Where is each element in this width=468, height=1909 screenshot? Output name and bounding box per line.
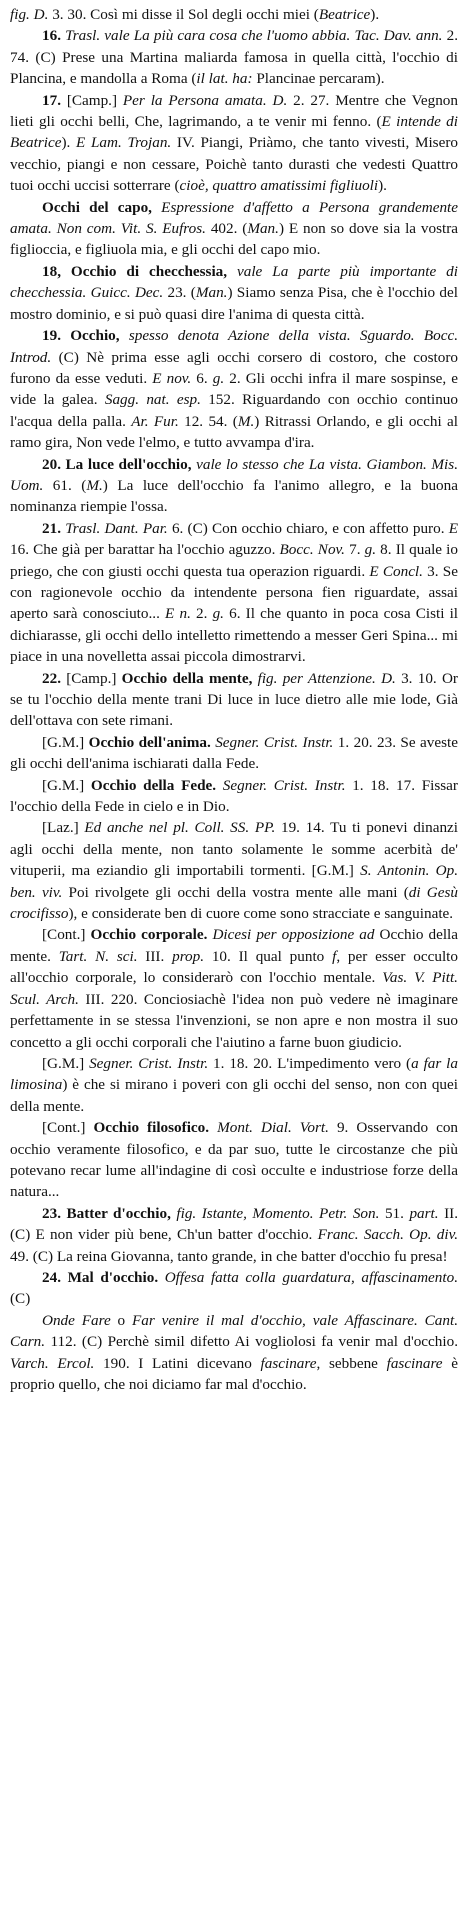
text-segment: ) E non so dove sia la vostra figlioccia, e figliuola mia, e gli occhi del capo mio. <box>10 220 459 259</box>
dictionary-paragraph <box>10 1203 458 1267</box>
text-segment: 49. (C) La reina Giovanna, tanto grande, in che batter d'occhio fu presa! <box>10 1247 448 1265</box>
text-segment: il lat. ha: <box>196 70 253 88</box>
text-segment: 23. ( <box>163 284 196 302</box>
dictionary-paragraph <box>10 90 458 197</box>
text-segment: Tart. N. sci. <box>58 947 138 965</box>
text-segment: Occhio dell'anima. <box>88 733 211 751</box>
text-segment: fig. D. <box>10 6 49 23</box>
dictionary-paragraph <box>10 1310 458 1396</box>
text-segment: Dicesi per opposizione ad <box>207 926 375 944</box>
text-segment: è proprio quello, che noi diciamo far mal d'occhio. <box>10 1354 458 1393</box>
text-segment: E nov. <box>152 369 192 387</box>
text-segment: E <box>448 519 458 537</box>
dictionary-paragraph <box>10 1117 458 1203</box>
text-segment: Offesa fatta colla guardatura, affascinamento. <box>158 1268 458 1286</box>
text-segment: vale lo stesso che La vista. Giambon. Mis. Uom. <box>10 455 458 494</box>
text-segment: g. <box>364 541 377 559</box>
text-segment: spesso denota Azione della vista. Sguardo. Bocc. Introd. <box>10 327 458 366</box>
text-segment: 61. ( <box>43 476 87 494</box>
text-segment: IV. Piangi, Priàmo, che tanto vivesti, Misero vecchio, piangi e non cessare, Poichè tanto durasti che vedesti Quattro tuoi occhi uccisi sotterrare ( <box>10 134 458 195</box>
text-segment: , sebbene <box>316 1354 387 1372</box>
text-segment: g. <box>212 605 224 623</box>
text-segment: vale La parte più importante di checchessia. Guicc. Dec. <box>10 262 458 302</box>
text-segment: cioè, quattro amatissimi figliuoli <box>179 177 379 195</box>
text-segment: Poi rivolgete gli occhi della vostra mente alle mani ( <box>62 883 409 901</box>
text-segment: M. <box>86 476 103 494</box>
text-segment: ). <box>370 6 380 23</box>
text-segment: Occhi del capo, <box>42 198 152 216</box>
text-segment: 2. 27. Mentre che Vegnon lieti gli occhi belli, Che, lagrimando, a te venir mi fenno. ( <box>10 91 458 131</box>
text-segment: 3. Se con ragionevole occhio da intendente persona fien riguardate, assai aperto sarà conosciuto... <box>10 562 458 623</box>
text-segment: (C) Nè prima esse agli occhi corsero di costoro, che costoro furono da esse veduti. <box>10 348 458 387</box>
text-segment: 190. I Latini dicevano <box>94 1354 261 1372</box>
text-segment: 2. 74. (C) Prese una Martina maliarda famosa in quella città, l'occhio di Plancina, e mandolla a Roma ( <box>10 27 458 88</box>
text-segment: Occhio della mente. <box>10 926 459 965</box>
text-segment: Onde Fare <box>42 1311 111 1329</box>
text-segment: 3. 10. Or se tu l'occhio della mente trani Di luce in luce dietro alle mie lode, Già dell'ottava con sete rimani. <box>10 669 458 730</box>
text-segment: 20. La luce dell'occhio, <box>42 455 192 473</box>
text-segment: Per la Persona amata. D. <box>122 91 288 109</box>
text-segment: ) Ritrassi Orlando, e gli occhi al ramo gira, Non vede l'elmo, e tutto avvampa d'ira. <box>10 412 459 452</box>
text-segment: Trasl. Dant. Par. <box>60 519 168 537</box>
text-segment: Far venire il mal d'occhio, <box>131 1311 306 1329</box>
text-segment: 10. Il qual punto <box>204 947 333 965</box>
text-segment: M. <box>237 412 255 430</box>
text-segment: 1. 18. 17. Fissar l'occhio della Fede in cielo e in Dio. <box>10 776 458 816</box>
text-segment: Trasl. vale La più cara cosa che l'uomo abbia. Tac. Dav. ann. <box>60 27 443 45</box>
text-segment: Bocc. Nov. <box>279 541 345 559</box>
text-segment: ) è che si mirano i poveri con gli occhi del senso, non con quei della mente. <box>10 1076 458 1115</box>
text-segment: Beatrice <box>318 6 371 23</box>
text-segment: E n. <box>165 605 191 623</box>
dictionary-paragraph <box>10 261 458 325</box>
text-segment: Occhio della mente, <box>121 669 253 687</box>
text-segment: E Lam. Trojan. <box>76 134 172 152</box>
text-segment: S. Antonin. Op. ben. viv. <box>10 862 458 901</box>
text-segment: f <box>332 947 337 965</box>
text-segment: fig. per Attenzione. D. <box>252 669 396 687</box>
text-segment: 2. Gli occhi infra il mare sospinse, e vide la galea. <box>10 369 458 409</box>
text-segment: fascinare <box>386 1354 443 1372</box>
text-segment: 17. <box>42 91 61 109</box>
dictionary-paragraph <box>10 1053 458 1117</box>
text-segment: Man. <box>195 284 228 302</box>
text-segment: 3. 30. Così mi disse il Sol degli occhi miei ( <box>48 6 319 23</box>
text-segment: 112. (C) Perchè simil difetto Ai vogliolosi fa venir mal d'occhio. <box>45 1333 458 1351</box>
text-segment: 16. Che già per barattar ha l'occhio aguzzo. <box>10 541 280 559</box>
text-segment: Mont. Dial. Vort. <box>209 1119 329 1137</box>
text-segment: II. (C) E non vider più bene, Ch'un batter d'occhio. <box>10 1204 458 1244</box>
text-segment: 19. Occhio, <box>42 327 120 345</box>
text-segment: [Laz.] <box>42 819 85 837</box>
text-segment: vale Affascinare. Cant. Carn. <box>10 1311 458 1351</box>
text-segment: Segner. Crist. Instr. <box>210 733 334 751</box>
dictionary-paragraph <box>10 325 458 453</box>
dictionary-paragraph <box>10 775 458 818</box>
text-segment: prop. <box>172 947 205 965</box>
text-segment: [Cont.] <box>42 1119 94 1137</box>
text-segment: 23. Batter d'occhio, <box>42 1204 171 1222</box>
text-segment: 12. 54. ( <box>178 412 238 430</box>
text-segment: Segner. Crist. Instr. <box>216 776 346 794</box>
text-segment: Vas. V. Pitt. Scul. Arch. <box>10 969 458 1008</box>
dictionary-paragraph <box>10 1267 458 1310</box>
text-segment: part. <box>409 1204 439 1222</box>
dictionary-paragraph <box>10 4 458 25</box>
text-segment: di Gesù crocifisso <box>10 883 458 923</box>
text-segment: [Cont.] <box>42 926 91 944</box>
text-segment: [G.M.] <box>42 733 89 751</box>
text-segment: Ed anche nel pl. Coll. SS. PP. <box>84 819 276 837</box>
text-segment: g. <box>212 369 225 387</box>
text-segment: 51. <box>379 1204 410 1222</box>
text-segment: 18, Occhio di checchessia, <box>42 262 228 280</box>
dictionary-paragraph <box>10 924 458 1052</box>
text-segment: Plancinae percaram). <box>252 70 385 88</box>
dictionary-paragraph <box>10 668 458 732</box>
text-segment: 19. 14. Tu ti ponevi dinanzi agli occhi della mente, non tanto solamente le somme acerbità de' vituperii, ma eziandio gli importabili tormenti. [G.M.] <box>10 819 459 880</box>
text-segment: ). <box>61 134 76 152</box>
text-segment: Varch. Ercol. <box>10 1354 95 1372</box>
text-segment: 7. <box>344 541 365 559</box>
dictionary-paragraph <box>10 817 458 924</box>
text-segment: a far la limosina <box>10 1054 458 1094</box>
text-segment: 8. Il quale io priego, che con giusti occhi questa tua operazion riguardi. <box>10 541 458 580</box>
dictionary-paragraph <box>10 518 458 668</box>
text-segment: fig. Istante, Momento. Petr. Son. <box>170 1204 380 1222</box>
text-segment: 1. 20. 23. Se aveste gli occhi dell'anima ischiarati dalla Fede. <box>10 733 459 773</box>
text-segment: (C) <box>10 1290 31 1308</box>
text-segment: Man. <box>247 220 279 238</box>
text-segment: Franc. Sacch. Op. div. <box>317 1226 458 1244</box>
text-segment: ). <box>378 177 387 195</box>
text-segment: III. <box>137 947 173 965</box>
text-segment: 6. (C) Con occhio chiaro, e con affetto puro. <box>167 519 449 537</box>
text-segment: Segner. Crist. Instr. <box>89 1054 209 1072</box>
dictionary-paragraph <box>10 197 458 261</box>
dictionary-paragraph <box>10 25 458 89</box>
text-segment: 6. Il che quanto in poca cosa Cisti il dichiarasse, gli occhi dello intelletto rimettendo a messer Geri Spina... mi piace in una novelletta assai piccola dimostrarvi. <box>10 605 459 666</box>
text-segment: 9. Osservando con occhio veramente filosofico, e da par suo, tutte le circostanze che più potevano recar lume all'indagine di così occulte e industriose forze della natura... <box>10 1119 459 1201</box>
text-segment: Occhio corporale. <box>90 926 208 944</box>
text-segment: 16. <box>42 27 61 45</box>
text-segment: o <box>110 1311 132 1329</box>
text-segment: 21. <box>42 519 61 537</box>
text-segment: Occhio della Fede. <box>90 776 217 794</box>
text-segment: 402. ( <box>205 220 248 238</box>
text-segment: 1. 18. 20. L'impedimento vero ( <box>208 1054 412 1072</box>
text-segment: 6. <box>191 369 213 387</box>
text-segment: E Concl. <box>369 562 423 580</box>
text-segment: Espressione d'affetto a Persona grandemente amata. Non com. Vit. S. Eufros. <box>10 198 458 238</box>
text-segment: ), e considerate ben di cuore come sono stracciate e sanguinate. <box>68 905 454 923</box>
text-segment: 2. <box>190 605 213 623</box>
text-segment: E intende di Beatrice <box>10 113 458 152</box>
text-segment: [Camp.] <box>60 669 122 687</box>
text-segment: [Camp.] <box>60 91 123 109</box>
text-segment: fascinare <box>260 1354 317 1372</box>
text-segment: Occhio filosofico. <box>93 1119 210 1137</box>
text-segment: [G.M.] <box>42 1054 90 1072</box>
text-segment: 24. Mal d'occhio. <box>42 1268 159 1286</box>
dictionary-paragraph <box>10 454 458 518</box>
text-segment: , per esser occulto all'occhio corporale, lo considerarò con l'occhio mentale. <box>10 947 458 987</box>
text-segment: ) La luce dell'occhio fa l'animo allegro, e la buona nominanza riempie l'ossa. <box>10 476 458 516</box>
text-segment: [G.M.] <box>42 776 91 794</box>
text-segment: 152. Riguardando con occhio continuo l'acqua della palla. <box>10 391 458 430</box>
text-segment: III. 220. Conciosiachè l'idea non può vedere nè imaginare perfettamente in se stessa l'invenzioni, se non apre e non mostra il suo concetto a gli occhi corporali che l'aiutino a farne buon giudicio. <box>10 990 458 1051</box>
text-segment: Sagg. nat. esp. <box>104 391 201 409</box>
text-segment: Ar. Fur. <box>131 412 179 430</box>
dictionary-paragraph <box>10 732 458 775</box>
text-segment: ) Siamo senza Pisa, che è l'occhio del mostro dominio, e si può quasi dire l'anima di questa città. <box>10 284 458 323</box>
text-segment: 22. <box>42 669 61 687</box>
